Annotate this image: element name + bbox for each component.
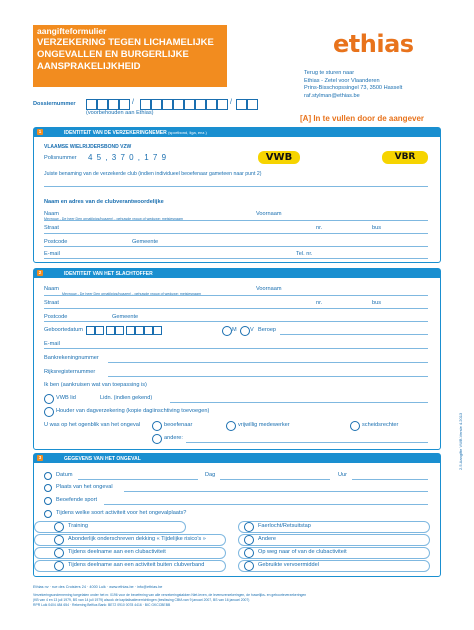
club-line[interactable] <box>44 186 428 187</box>
date-box[interactable] <box>86 326 95 335</box>
rijks-label: Rijksregisternummer <box>44 369 96 375</box>
footer-line-2: Verzekeringsonderneming toegelaten onder het nr. 0196 voor de beoefening van alle verzekeringstakken Niet-leven, de levensverzekeringen, de huwelijks- en geboorteverzekeringen <box>33 593 307 597</box>
postcode-line[interactable] <box>44 321 428 322</box>
u-was-label: U was op het ogenblik van het ongeval <box>44 422 141 428</box>
uur-line[interactable] <box>352 479 428 480</box>
dossier-box[interactable] <box>173 99 184 110</box>
dossier-box[interactable] <box>217 99 228 110</box>
footer-line-3: (KB van 4 en 13 juli 1979, BS van 14 juli 1979) alsook de kapitalisatieverrichtingen (beslissing CBfA van 9 januari 2007, BS van 16 januari 2007) <box>33 598 250 602</box>
header-box <box>33 25 227 87</box>
uur-label: Uur <box>338 472 348 478</box>
bullet-icon <box>44 472 52 480</box>
ethias-logo: ethias <box>333 30 414 58</box>
naam-label: Naam <box>44 286 59 292</box>
dossier-box[interactable] <box>108 99 119 110</box>
training-radio[interactable] <box>54 522 64 532</box>
dossier-box[interactable] <box>162 99 173 110</box>
bullet-icon <box>44 497 52 505</box>
section-title: GEGEVENS VAN HET ONGEVAL <box>64 455 141 462</box>
rijks-line[interactable] <box>108 376 428 377</box>
date-box[interactable] <box>135 326 144 335</box>
bond-name: VLAAMSE WIELRIJDERSBOND VZW <box>44 144 132 150</box>
clubactiviteit-label: Tijdens deelname aan een clubactiviteit <box>68 549 166 555</box>
date-box[interactable] <box>106 326 115 335</box>
tijdelijke-radio[interactable] <box>54 535 64 545</box>
beoefenaar-radio[interactable] <box>152 421 162 431</box>
dossier-box[interactable] <box>151 99 162 110</box>
beroep-label: Beroep <box>258 327 277 333</box>
scheids-radio[interactable] <box>350 421 360 431</box>
tel-label: Tel. nr. <box>296 251 313 257</box>
dossier-label: Dossiernummer <box>33 101 76 107</box>
naam-note: Mevrouw - De heer Den ornatilpics/hoazen) - gehuwde vrouw of weduwe: meisjesnaam <box>44 217 184 221</box>
plaats-line[interactable] <box>124 491 428 492</box>
naam-line[interactable] <box>44 220 428 221</box>
postcode-line[interactable] <box>44 246 428 247</box>
lidnr-line[interactable] <box>170 402 428 403</box>
address-line-1: Terug te sturen naar <box>304 70 355 76</box>
vervoermiddel-radio[interactable] <box>244 561 254 571</box>
vrijwillig-label: vrijwillig medewerker <box>238 422 290 428</box>
footer-line-1: Ethias nv · rue des Croisiers 24 · 4000 Luik · www.ethias.be · info@ethias.be <box>33 585 163 589</box>
straat-line[interactable] <box>44 308 428 309</box>
straat-line[interactable] <box>44 233 428 234</box>
op-weg-label: Op weg naar of van de clubactiviteit <box>258 549 347 555</box>
email-line[interactable] <box>44 258 428 259</box>
naam-note: Mevrouw - De heer Den ornatilpics/hoazen) - gehuwde vrouw of weduwe: meisjesnaam <box>62 292 202 296</box>
geboortedatum-label: Geboortedatum <box>44 327 83 333</box>
naam-line[interactable] <box>44 295 428 296</box>
feestlocht-radio[interactable] <box>244 522 254 532</box>
vbr-logo: VBR <box>382 151 428 164</box>
address-line-4: raf.stylman@ethias.be <box>304 92 360 99</box>
sport-label: Beoefende sport <box>56 497 98 503</box>
dag-line[interactable] <box>220 479 330 480</box>
nr-label: nr. <box>316 225 323 231</box>
bullet-icon <box>44 510 52 518</box>
andere-activiteit-label: Andere <box>258 536 277 542</box>
ik-ben-label: Ik ben (aankruisen wat van toepassing is) <box>44 382 147 388</box>
dossier-box[interactable] <box>86 99 97 110</box>
buiten-club-label: Tijdens deelname aan een activiteit buiten clubverband <box>68 562 205 568</box>
andere-activiteit-radio[interactable] <box>244 535 254 545</box>
email-line[interactable] <box>44 348 428 349</box>
plaats-label: Plaats van het ongeval <box>56 484 113 490</box>
vwb-logo: VWB <box>258 151 300 164</box>
dossier-box[interactable] <box>206 99 217 110</box>
vervoermiddel-label: Gebruikte vervoermiddel <box>258 562 319 568</box>
section-title-note: (sportbond, liga, enz.) <box>168 129 207 135</box>
section-number: 3 <box>38 455 42 460</box>
bus-label: bus <box>372 300 382 306</box>
dossier-box[interactable] <box>236 99 247 110</box>
dag-label: Dag <box>205 472 216 478</box>
section-title: IDENTITEIT VAN DE VERZEKERINGNEMER <box>64 129 167 136</box>
date-box[interactable] <box>115 326 124 335</box>
bank-line[interactable] <box>108 362 428 363</box>
club-label: Juiste benaming van de verzekerde club (indien individueel beoefenaar gameteen naar punt 2) <box>44 171 262 177</box>
dossier-box[interactable] <box>97 99 108 110</box>
footer-line-4: RPR Luik 0404 484 654 · Rekening Belfius Bank: BE72 0910 0078 4416 · BIC GKCCBEBB <box>33 603 171 607</box>
andere-label: andere: <box>164 435 183 441</box>
return-address <box>304 70 402 100</box>
naam-label: Naam <box>44 211 59 217</box>
postcode-label: Postcode <box>44 314 68 320</box>
section-title: IDENTITEIT VAN HET SLACHTOFFER <box>64 270 153 277</box>
voornaam-label: Voornaam <box>256 286 282 292</box>
beroep-line[interactable] <box>280 334 428 335</box>
gender-m-radio[interactable] <box>222 326 232 336</box>
form-title: VERZEKERING TEGEN LICHAMELIJKE ONGEVALLEN EN BURGERLIJKE AANSPRAKELIJKHEID <box>37 37 214 72</box>
scheids-label: scheidsrechter <box>362 422 399 428</box>
dossier-note: (voorbehouden aan Ethias) <box>86 110 154 116</box>
side-text: 2.5.Aangifte VWB.Versie 4.2013 <box>458 412 463 470</box>
gender-v-radio[interactable] <box>240 326 250 336</box>
vwb-lid-label: VWB lid <box>56 395 76 401</box>
dossier-box[interactable] <box>184 99 195 110</box>
fill-by-heading: [A] In te vullen door de aangever <box>300 114 425 123</box>
address-line-3: Prins-Bisschopssingel 73, 3500 Hasselt <box>304 85 403 91</box>
clubactiviteit-radio[interactable] <box>54 548 64 558</box>
polis-label: Polisnummer <box>44 155 77 161</box>
op-weg-radio[interactable] <box>244 548 254 558</box>
sport-line[interactable] <box>104 504 428 505</box>
email-label: E-mail <box>44 251 60 257</box>
datum-label: Datum <box>56 472 73 478</box>
section-number: 2 <box>38 270 42 275</box>
section-3-header <box>34 454 440 463</box>
vrijwillig-radio[interactable] <box>226 421 236 431</box>
lidnr-label: Lidn. (indien gekend) <box>100 395 153 401</box>
postcode-label: Postcode <box>44 239 68 245</box>
date-box[interactable] <box>153 326 162 335</box>
date-box[interactable] <box>144 326 153 335</box>
houder-label: Houder van dagverzekering (kopie dagiinschtiving toevoegen) <box>56 408 210 414</box>
bullet-icon <box>44 484 52 492</box>
dossier-box[interactable] <box>140 99 151 110</box>
dossier-box[interactable] <box>119 99 130 110</box>
m-label: M <box>232 327 237 333</box>
dossier-box[interactable] <box>247 99 258 110</box>
section-number: 1 <box>38 129 42 134</box>
feestlocht-label: Faerlocht/Retsuitstap <box>258 523 311 529</box>
vwb-lid-radio[interactable] <box>44 394 54 404</box>
date-box[interactable] <box>126 326 135 335</box>
houder-radio[interactable] <box>44 407 54 417</box>
v-label: V <box>250 327 254 333</box>
contact-label: Naam en adres van de clubverantwoordelijke <box>44 199 164 205</box>
datum-line[interactable] <box>78 479 198 480</box>
beoefenaar-label: beoefenaar <box>164 422 193 428</box>
gemeente-label: Gemeente <box>132 239 159 245</box>
polis-value[interactable]: 4 5 , 3 7 0 , 1 7 9 <box>88 153 168 162</box>
nr-label: nr. <box>316 300 323 306</box>
andere-line[interactable] <box>186 442 428 443</box>
training-label: Training <box>68 523 89 529</box>
tijdelijke-label: Abonderlijk onderschreven dekking « Tijdelijke risico's » <box>68 536 206 542</box>
gemeente-label: Gemeente <box>112 314 139 320</box>
date-box[interactable] <box>95 326 104 335</box>
bus-label: bus <box>372 225 382 231</box>
section-2-header <box>34 269 440 278</box>
address-line-2: Ethias - Zetel voor Vlaanderen <box>304 77 380 84</box>
dossier-box[interactable] <box>195 99 206 110</box>
section-1-header <box>34 128 440 137</box>
voornaam-label: Voornaam <box>256 211 282 217</box>
andere-radio[interactable] <box>152 434 162 444</box>
form-label: aangifteformulier <box>37 26 107 36</box>
straat-label: Straat <box>44 300 59 306</box>
bank-label: Bankrekeningnummer <box>44 355 99 361</box>
tijdens-label: Tijdens welke soort activiteit voor het ongevalplaats? <box>56 510 187 516</box>
email-label: E-mail <box>44 341 60 347</box>
straat-label: Straat <box>44 225 59 231</box>
buiten-club-radio[interactable] <box>54 561 64 571</box>
